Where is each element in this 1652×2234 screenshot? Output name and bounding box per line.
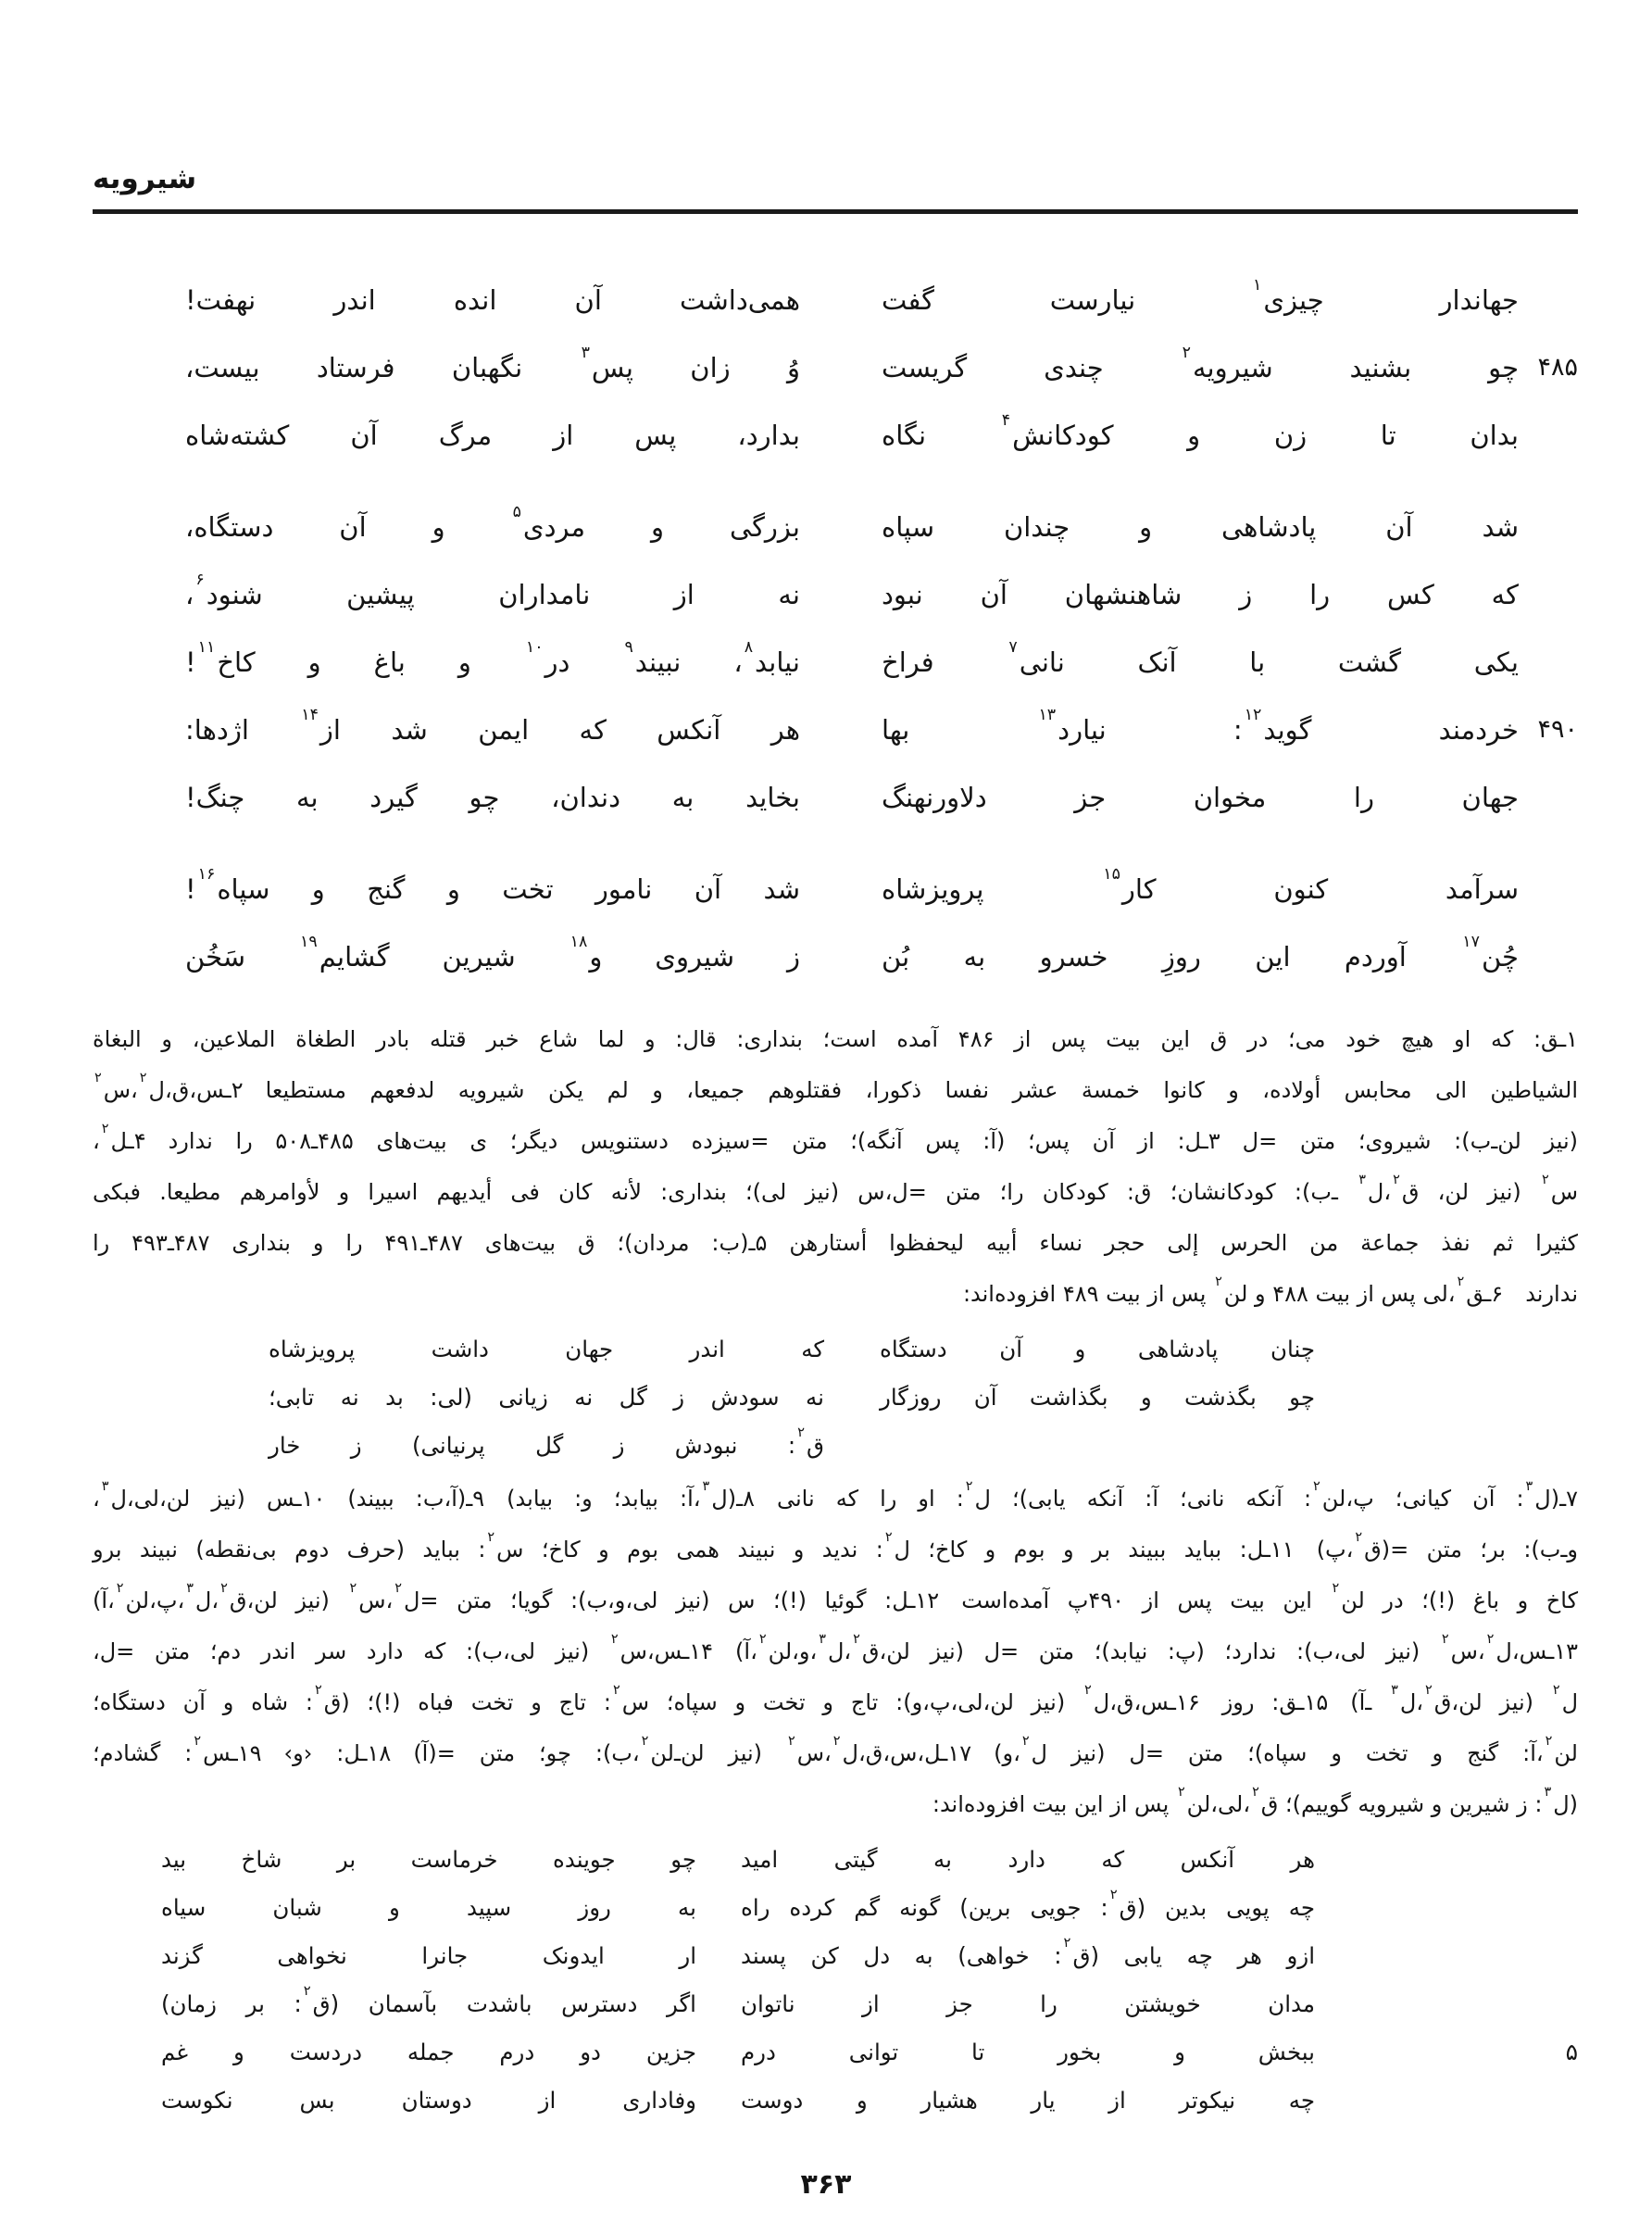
footnote-marker: ۲ <box>314 1683 322 1699</box>
apparatus-line: ل$^۲$ (نیز لن،ق$^۲$،ل$^۳$ ـ‌آ) ۱۵ـق: روز ۱۶ـس،ق،ل$^۲$ (نیز لن،لی،پ،و): تاج و تخت و سپاه؛ س$^۲$: تاج و تخت فباه (!)؛ (ق$^۲$: شاه و آن دستگاه؛ <box>93 1683 1579 1715</box>
footnote-marker: ۲ <box>94 1071 102 1086</box>
hemistich-left: ز شیروی و$^{۱۸}$ شیرین گشایم$^{۱۹}$ سَخُن <box>185 933 800 973</box>
footnote-marker: ۱ <box>1252 276 1262 295</box>
footnote-marker: ۲ <box>1215 1274 1222 1290</box>
stanza <box>93 855 1578 990</box>
hemistich-left: به روز سپید و شبان سیاه <box>161 1893 696 1921</box>
verse-row <box>93 696 1578 763</box>
apparatus-line: ندارند ۶ـق$^۲$،لی پس از بیت ۴۸۸ و لن$^۲$ پس از بیت ۴۸۹ افزوده‌اند: <box>962 1274 1578 1307</box>
footnote-marker: ۲ <box>1313 1479 1320 1495</box>
hemistich-right: چُن$^{۱۷}$ آوردم این روزِ خسرو به بُن <box>882 933 1519 973</box>
footnote-marker: ۲ <box>220 1581 228 1597</box>
verse-row <box>93 855 1578 922</box>
footnote-marker: ۲ <box>1084 1683 1092 1699</box>
apparatus-line: ۱ـق: که او هیچ خود می؛ در ق این بیت پس از ۴۸۶ آمده است؛ بنداری: قال: و لما شاع خبر قتله بادر الطغاة الملاعین، و البغاة <box>93 1026 1578 1052</box>
footnote-marker: ۲ <box>1182 344 1191 363</box>
verse-row <box>93 401 1578 469</box>
hemistich-left: هر آنکس که ایمن شد از$^{۱۴}$ اژدها: <box>185 706 800 746</box>
footnote-marker: ۱۸ <box>569 933 588 952</box>
hemistich-right: چنان پادشاهی و آن دستگاه <box>880 1335 1315 1362</box>
apparatus-line: کثیرا ثم نفذ جماعة من الحرس إلی حجر نساء أبیه لیحفظوا أستارهن ۵ـ(ب: مردان)؛ ق بیت‌های ۴۸۷ـ۴۹۱ را و بنداری ۴۸۷ـ۴۹۳ را <box>93 1230 1578 1256</box>
main-verses <box>93 266 1578 990</box>
hemistich-left: بزرگی و مردی$^۵$ و آن دستگاه، <box>185 503 800 543</box>
apparatus-line: ۷ـ(ل$^۳$: آن کیانی؛ پ،لن$^۲$: آنکه نانی؛ آ: آنکه یابی)؛ ل$^۲$: او را که نانی ۸ـ(ل$^۳$،آ: بیابد؛ و: بیابد) ۹ـ(آ،ب: ببیند) ۱۰ـس (نیز لن،لی،ل$^۳$، <box>93 1479 1579 1512</box>
verse-row <box>93 763 1578 831</box>
footnote-marker: ۳ <box>702 1479 710 1495</box>
footnote-marker: ۵ <box>512 503 521 522</box>
footnote-marker: ۲ <box>1441 1632 1449 1648</box>
footnote-marker: ۱۹ <box>300 933 318 952</box>
hemistich-right: مدان خویشتن را جز از ناتوان <box>741 1989 1315 2017</box>
footnote-marker: ۱۳ <box>1038 706 1057 725</box>
footnote-marker: ۳ <box>1525 1479 1533 1495</box>
hemistich-left: شد آن نامور تخت و گنج و سپاه$^{۱۶}$! <box>185 865 800 905</box>
page-number: ۳۶۳ <box>800 2168 852 2201</box>
running-head: شیرویه <box>93 162 197 195</box>
hemistich-right: ببخش و بخور تا توانی درم <box>741 2038 1315 2065</box>
footnote-marker: ۲ <box>965 1479 973 1495</box>
hemistich-left: وُ زان پس$^۳$ نگهبان فرستاد بیست، <box>185 344 800 383</box>
hemistich-left: اگر دسترس باشدت بآسمان (ق$^۲$: بر زمان) <box>161 1983 696 2017</box>
footnote-marker: ۲ <box>1063 1935 1071 1952</box>
footnote-marker: ۲ <box>1457 1274 1465 1290</box>
hemistich-left: که اندر جهان داشت پرویزشاه <box>269 1335 824 1362</box>
hemistich-left: جزین دو درم جمله دردست و غم <box>161 2038 696 2065</box>
apparatus-line: کاخ و باغ (!)؛ در لن$^۲$ این بیت پس از ۴۹۰پ آمده‌است ۱۲ـل: گوئیا (!)؛ س (نیز لی،و،ب): گویا؛ متن =ل$^۲$،س$^۲$ (نیز لن،ق$^۲$،ل$^۳$،پ،لن$^۲$،آ) <box>93 1581 1579 1613</box>
footnote-marker: ۲ <box>303 1983 311 2000</box>
hemistich-left: ار ایدونک جانرا نخواهی گزند <box>161 1941 696 1969</box>
hemistich-right: هر آنکس که دارد به گیتی امید <box>741 1845 1315 1873</box>
footnote-marker: ۲ <box>1486 1632 1495 1648</box>
hemistich-right: ازو هر چه یابی (ق$^۲$: خواهی) به دل کن پسند <box>741 1935 1316 1969</box>
footnote-marker: ۲ <box>139 1071 147 1086</box>
apparatus-line: س$^۲$ (نیز لن، ق$^۲$،ل$^۳$ ـ‌ب): کودکانشان؛ ق: کودکان را؛ متن =ل،س (نیز لی)؛ بنداری: لأنه کان فی أیدیهم اسیرا و لأوامرهم مطیعا. فبکی <box>93 1173 1578 1205</box>
hemistich-left: نه سودش ز گل نه زیانی (لی: بد نه تابی؛ <box>269 1383 824 1411</box>
hemistich-left: بدارد، پس از مرگ آن کشته‌شاه <box>185 419 800 451</box>
hemistich-left: ق$^۲$: نبودش ز گل پرنیانی) ز خار <box>269 1424 824 1459</box>
footnote-marker: ۲ <box>101 1122 109 1137</box>
footnote-marker: ۲ <box>788 1734 795 1750</box>
verse-row <box>93 922 1578 990</box>
hemistich-right: شد آن پادشاهی و چندان سپاه <box>882 510 1519 543</box>
apparatus-line: و‌ـ‌ب): بر؛ متن =(ق$^۲$،پ) ۱۱ـل: بباید ببیند بر و بوم و کاخ؛ ل$^۲$: ندید و نبیند همی بوم و کاخ؛ س$^۲$: بباید (حرف دوم بی‌نقطه) نبیند برو <box>93 1530 1579 1563</box>
hemistich-right: سرآمد کنون کار$^{۱۵}$ پرویزشاه <box>882 865 1520 905</box>
footnote-marker: ۲ <box>853 1632 860 1648</box>
footnote-marker: ۳ <box>1358 1173 1366 1188</box>
hemistich-right: بدان تا زن و کودکانش$^۴$ نگاه <box>882 411 1519 451</box>
verse-number: ۴۹۰ <box>1537 715 1578 744</box>
hemistich-left: چو جوینده خرماست بر شاخ بید <box>161 1845 696 1873</box>
apparatus-line: (ل$^۳$: ز شیرین و شیرویه گوییم)؛ ق$^۲$،لی،لن$^۲$ پس از این بیت افزوده‌اند: <box>932 1785 1578 1817</box>
footnote-marker: ۲ <box>1332 1581 1340 1597</box>
footnote-marker: ۱۶ <box>197 865 216 885</box>
footnote-marker: ۶ <box>195 571 205 590</box>
footnote-marker: ۲ <box>116 1581 124 1597</box>
footnote-marker: ۲ <box>758 1632 767 1648</box>
footnote-marker: ۲ <box>1177 1785 1185 1801</box>
footnote-verse-row <box>93 1373 1578 1421</box>
footnote-marker: ۲ <box>1393 1173 1400 1188</box>
hemistich-right: خردمند گوید$^{۱۲}$: نیارد$^{۱۳}$ بها <box>882 706 1519 746</box>
footnote-verse-number: ۵ <box>1565 2038 1578 2065</box>
hemistich-right: جهان را مخوان جز دلاورنهنگ <box>882 781 1519 813</box>
verse-row <box>93 493 1578 560</box>
footnote-marker: ۲ <box>194 1734 202 1750</box>
footnote-marker: ۱۱ <box>197 638 216 658</box>
hemistich-right: که کس را ز شاهنشهان آن نبود <box>882 578 1519 610</box>
footnote-marker: ۳ <box>186 1581 194 1597</box>
apparatus-line: لن$^۲$،آ: گنج و تخت و سپاه)؛ متن =ل (نیز ل$^۲$،و) ۱۷ـل،س،ق،ل$^۲$،س$^۲$ (نیز لن‌ـ‌لن$^۲$،ب): چو؛ متن =(آ) ۱۸ـل: ‹و› ۱۹ـس$^۲$: گشادم؛ <box>93 1734 1578 1766</box>
footnote-marker: ۱۵ <box>1103 865 1120 885</box>
hemistich-right: چه نیکوتر از یار هشیار و دوست <box>741 2086 1315 2114</box>
apparatus-line: (نیز لن‌ـ‌ب): شیروی؛ متن =ل ۳ـل: از آن پس؛ (آ: پس آنگه)؛ متن =سیزده دستنویس دیگر؛ ی بیت‌های ۴۸۵ـ۵۰۸ را ندارد ۴ـل$^۲$، <box>93 1122 1579 1154</box>
verse-number: ۴۸۵ <box>1537 353 1578 382</box>
footnote-marker: ۲ <box>1252 1785 1259 1801</box>
footnote-marker: ۲ <box>832 1734 841 1750</box>
header-rule <box>93 209 1578 214</box>
footnote-marker: ۲ <box>884 1530 893 1546</box>
footnote-marker: ۲ <box>1552 1683 1560 1699</box>
stanza <box>93 493 1578 831</box>
footnote-verse-row <box>93 1979 1578 2027</box>
footnote-marker: ۲ <box>487 1530 495 1546</box>
hemistich-left: بخاید به دندان، چو گیرد به چنگ! <box>185 781 800 813</box>
apparatus-line: الشیاطین الی محابس أولاده، و کانوا خمسة عشر نفسا ذکورا، فقتلوهم جمیعا، و لم یکن شیرویه لدفعهم مستطیعا ۲ـس،ق،ل$^۲$،س$^۲$ <box>94 1071 1578 1103</box>
footnote-verse-row <box>93 2076 1578 2124</box>
footnote-marker: ۳ <box>819 1632 826 1648</box>
footnote-verse-block <box>93 1324 1578 1469</box>
hemistich-right: جهاندار چیزی$^۱$ نیارست گفت <box>882 276 1519 316</box>
apparatus-line: ۱۳ـس،ل$^۲$،س$^۲$ (نیز لی،ب): ندارد؛ (پ: نیابد)؛ متن =ل (نیز لن،ق$^۲$،ل$^۳$،و،لن$^۲$،آ) ۱۴ـس،س$^۲$ (نیز لی،ب): که دارد سر اندر دم؛ متن =ل، <box>93 1632 1578 1664</box>
footnotes <box>93 1014 1578 2124</box>
verse-row <box>93 628 1578 696</box>
footnote-marker: ۲ <box>1545 1734 1553 1750</box>
footnote-marker: ۸ <box>744 638 754 658</box>
footnote-marker: ۴ <box>1001 411 1011 431</box>
footnote-marker: ۱۲ <box>1244 706 1262 725</box>
hemistich-left: نه از نامداران پیشین شنود$^۶$، <box>185 571 800 610</box>
hemistich-right: چه پویی بدین (ق$^۲$: جویی برین) گونه گم کرده راه <box>741 1887 1315 1921</box>
footnote-marker: ۱۰ <box>525 638 544 658</box>
stanza <box>93 266 1578 469</box>
footnote-marker: ۷ <box>1008 638 1018 658</box>
footnote-verse-row <box>93 1835 1578 1883</box>
footnote-verse-row <box>93 2027 1578 2076</box>
footnote-marker: ۲ <box>1109 1887 1118 1903</box>
verse-row <box>93 560 1578 628</box>
footnote-verse-row <box>93 1421 1578 1469</box>
hemistich-left: همی‌داشت آن انده اندر نهفت! <box>185 283 800 316</box>
footnote-verse-row <box>93 1324 1578 1373</box>
footnote-marker: ۲ <box>797 1424 805 1441</box>
footnote-marker: ۲ <box>610 1632 619 1648</box>
footnote-marker: ۲ <box>1355 1530 1363 1546</box>
hemistich-left: وفاداری از دوستان بس نکوست <box>161 2086 696 2114</box>
footnote-marker: ۱۴ <box>301 706 319 725</box>
footnote-marker: ۹ <box>624 638 633 658</box>
footnote-verse-row <box>93 1931 1578 1979</box>
footnote-marker: ۲ <box>349 1581 357 1597</box>
hemistich-right: چو بشنید شیرویه$^۲$ چندی گریست <box>882 344 1520 383</box>
footnote-marker: ۲ <box>641 1734 649 1750</box>
footnote-marker: ۳ <box>1544 1785 1552 1801</box>
footnote-verse-block <box>93 1835 1578 2124</box>
footnote-marker: ۳ <box>101 1479 109 1495</box>
footnote-marker: ۲ <box>1425 1683 1433 1699</box>
footnote-marker: ۳ <box>581 344 590 363</box>
footnote-marker: ۱۷ <box>1462 933 1480 952</box>
footnote-marker: ۲ <box>613 1683 620 1699</box>
footnote-marker: ۳ <box>1391 1683 1398 1699</box>
footnote-marker: ۲ <box>1541 1173 1549 1188</box>
hemistich-left: نیابد$^۸$، نبیند$^۹$ در$^{۱۰}$ و باغ و کاخ$^{۱۱}$! <box>185 638 800 678</box>
footnote-verse-row <box>93 1883 1578 1931</box>
footnote-marker: ۲ <box>394 1581 402 1597</box>
verse-row <box>93 333 1578 401</box>
hemistich-right: یکی گشت با آنک نانی$^۷$ فراخ <box>882 638 1519 678</box>
verse-row <box>93 266 1578 333</box>
hemistich-right: چو بگذشت و بگذاشت آن روزگار <box>880 1383 1315 1411</box>
footnote-marker: ۲ <box>1021 1734 1030 1750</box>
